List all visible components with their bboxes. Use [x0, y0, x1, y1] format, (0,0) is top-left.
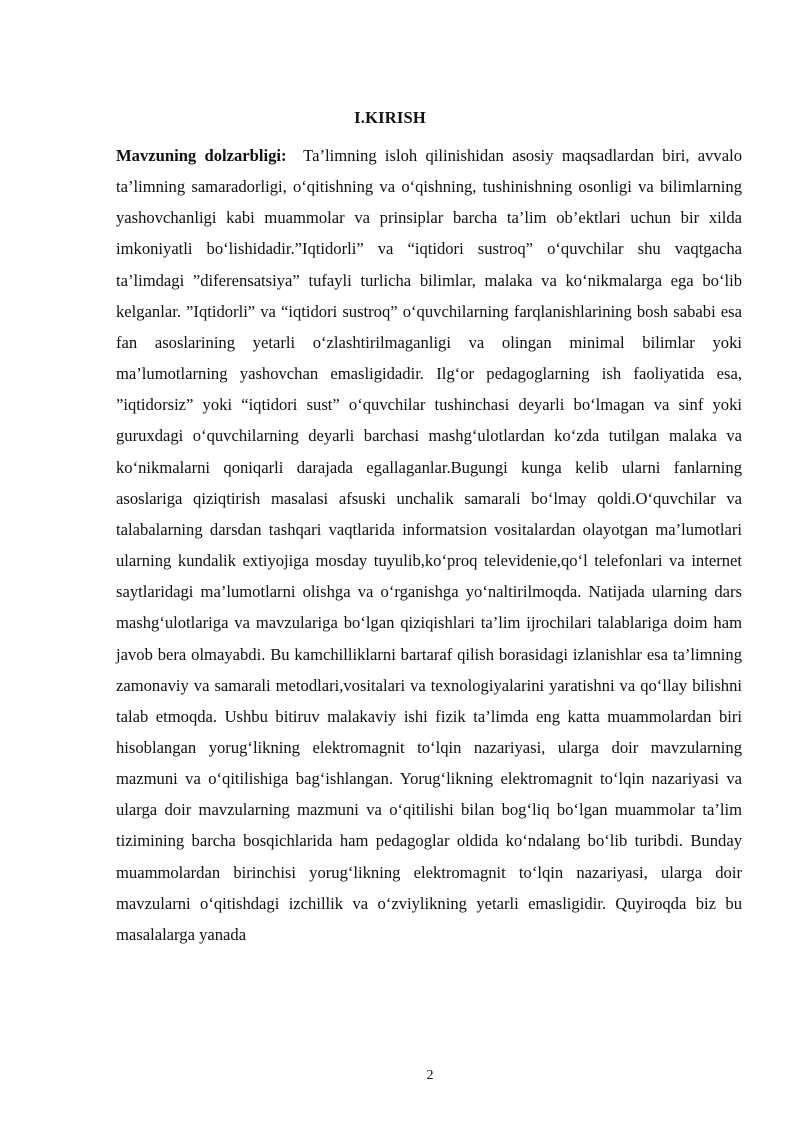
- page-number: 2: [426, 1068, 434, 1083]
- paragraph-text: Ta’limning isloh qilinishidan asosiy maqsadlardan biri, avvalo ta’limning samaradorligi, o‘qitishning va o‘qishning, tushinishning osonligi va bilimlarning yashovchanligi kabi muammolar va prinsiplar barcha ta’lim ob’ektlari uchun bir xilda imkoniyatli bo‘lishidadir.”Iqtidorli” va “iqtidori sustroq” o‘quvchilar shu vaqtgacha ta’limdagi ”diferensatsiya” tufayli turlicha bilimlar, malaka va ko‘nikmalarga ega bo‘lib kelganlar. ”Iqtidorli” va “iqtidori sustroq” o‘quvchilarning farqlanishlarining bosh sababi esa fan asoslarining yetarli o‘zlashtirilmaganligi va olingan minimal bilimlar yoki ma’lumotlarning yashovchan emasligidadir. Ilg‘or pedagoglarning ish faoliyatida esa, ”iqtidorsiz” yoki “iqtidori sust” o‘quvchilar tushinchasi deyarli bo‘lmagan va sinf yoki guruxdagi o‘quvchilarning deyarli barchasi mashg‘ulotlardan ko‘zda tutilgan malaka va ko‘nikmalarni qoniqarli darajada egallaganlar.Bugungi kunga kelib ularni fanlarning asoslariga qiziqtirish masalasi afsuski unchalik samarali bo‘lmay qoldi.O‘quvchilar va talabalarning darsdan tashqari vaqtlarida informatsion vositalardan olayotgan ma’lumotlari ularning kundalik extiyojiga mosday tuyulib,ko‘proq televidenie,qo‘l telefonlari va internet saytlaridagi ma’lumotlarni olishga va o‘rganishga yo‘naltirilmoqda. Natijada ularning dars mashg‘ulotlariga va mavzulariga bo‘lgan qiziqishlari ta’lim ijrochilari talablariga doim ham javob bera olmayabdi. Bu kamchilliklarni bartaraf qilish borasidagi izlanishlar esa ta’limning zamonaviy va samarali metodlari,vositalari va texnologiyalarini yaratishni va qo‘llay bilishni talab etmoqda. Ushbu bitiruv malakaviy ishi fizik ta’limda eng katta muammolardan biri hisoblangan yorug‘likning elektromagnit to‘lqin nazariyasi, ularga doir mavzularning mazmuni va o‘qitilishiga bag‘ishlangan. Yorug‘likning elektromagnit to‘lqin nazariyasi va ularga doir mavzularning mazmuni va o‘qitilishi bilan bog‘liq bo‘lgan muammolar ta’lim tizimining barcha bosqichlarida ham pedagoglar oldida ko‘ndalang bo‘lib turibdi. Bunday muammolardan birinchisi yorug‘likning elektromagnit to‘lqin nazariyasi, ularga doir mavzularni o‘qitishdagi izchillik va o‘zviylikning yetarli emasligidir. Quyiroqda biz bu masalalarga yanada: [116, 146, 743, 944]
- lead-label: Mavzuning dolzarbligi:: [116, 146, 287, 165]
- section-heading: I.KIRISH: [354, 108, 426, 127]
- body-paragraph: [116, 140, 742, 950]
